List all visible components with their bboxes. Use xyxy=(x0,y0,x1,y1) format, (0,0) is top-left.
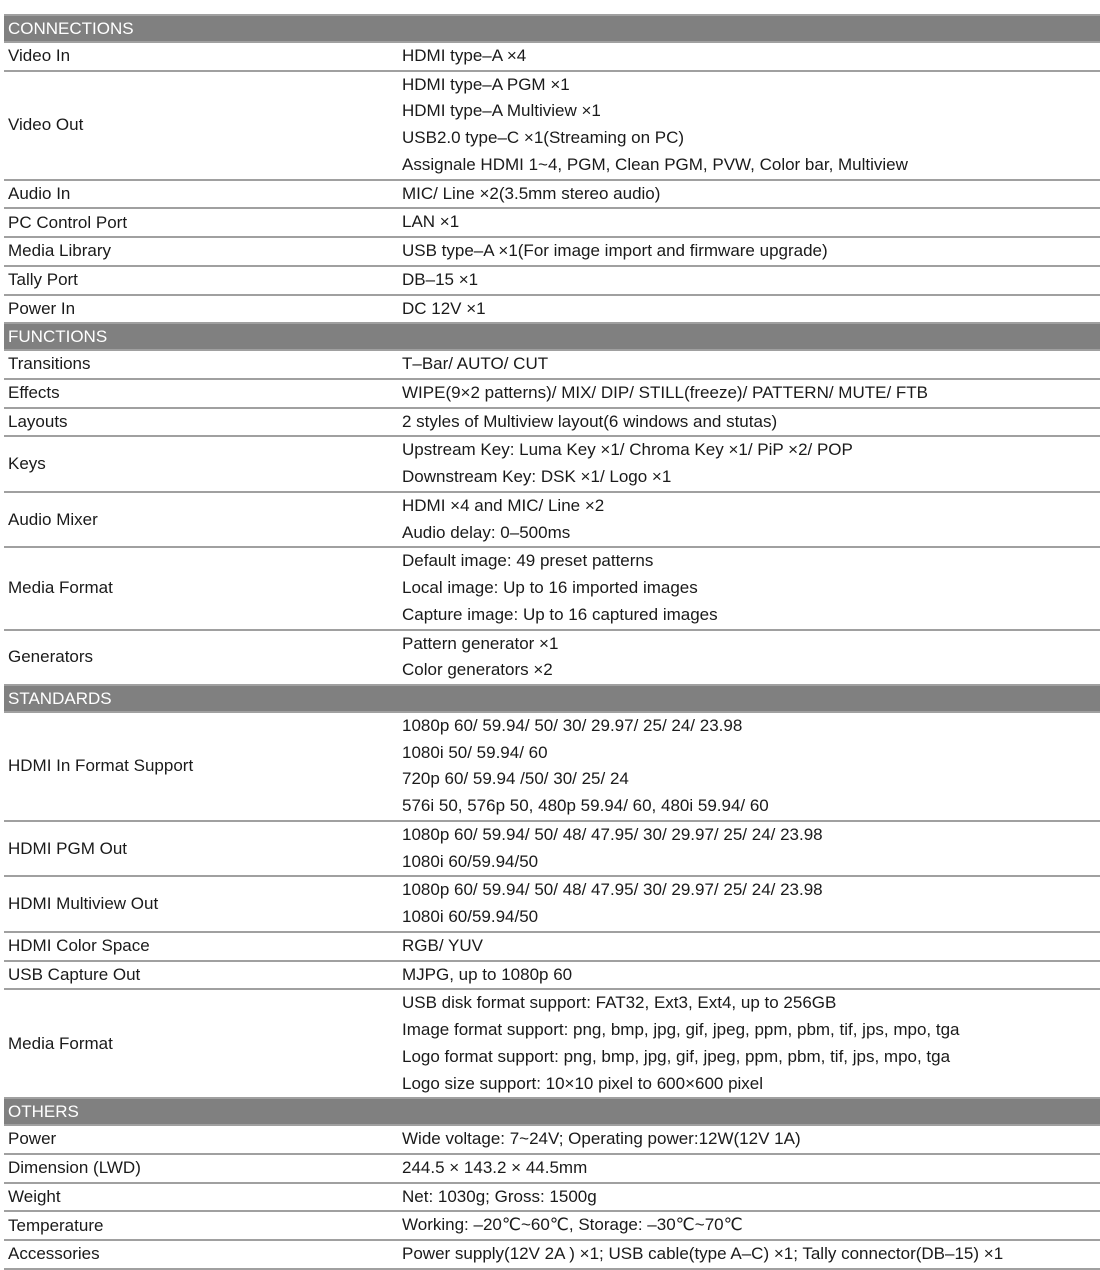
row-label: Video In xyxy=(8,46,71,66)
table-row xyxy=(4,181,1100,210)
table-row xyxy=(4,1241,1100,1270)
row-values xyxy=(402,1241,1100,1268)
row-label: Layouts xyxy=(8,411,68,431)
table-row xyxy=(4,437,1100,493)
row-value: 1080i 50/ 59.94/ 60 xyxy=(402,742,548,762)
row-value: Working: –20℃~60℃, Storage: –30℃~70℃ xyxy=(402,1215,743,1235)
section-header: FUNCTIONS xyxy=(4,324,1100,351)
row-value: 1080p 60/ 59.94/ 50/ 30/ 29.97/ 25/ 24/ 23.98 xyxy=(402,715,743,735)
row-value: 720p 60/ 59.94 /50/ 30/ 25/ 24 xyxy=(402,769,629,789)
section-header: CONNECTIONS xyxy=(4,16,1100,43)
row-value: Image format support: png, bmp, jpg, gif, jpeg, ppm, pbm, tif, jps, mpo, tga xyxy=(402,1020,960,1039)
row-value: LAN ×1 xyxy=(402,212,460,232)
table-row xyxy=(4,990,1100,1099)
table-row xyxy=(4,380,1100,409)
table-row xyxy=(4,351,1100,380)
row-values xyxy=(402,933,1100,960)
row-value: Wide voltage: 7~24V; Operating power:12W(12V 1A) xyxy=(402,1129,801,1148)
row-values xyxy=(402,181,1100,208)
row-value: T–Bar/ AUTO/ CUT xyxy=(402,354,549,373)
row-label: Effects xyxy=(8,383,60,403)
row-label: Media Format xyxy=(8,1033,113,1053)
table-row xyxy=(4,822,1100,878)
row-value: 2 styles of Multiview layout(6 windows and stutas) xyxy=(402,411,778,431)
row-label: Keys xyxy=(8,454,46,473)
table-row xyxy=(4,409,1100,438)
row-value: HDMI type–A PGM ×1 xyxy=(402,74,570,94)
row-values xyxy=(402,1184,1100,1211)
row-value: USB type–A ×1(For image import and firmware upgrade) xyxy=(402,241,828,260)
row-label: Audio In xyxy=(8,183,71,203)
row-label: Dimension (LWD) xyxy=(8,1158,141,1178)
row-label: Media Library xyxy=(8,241,111,261)
row-label: PC Control Port xyxy=(8,212,128,232)
row-value: Upstream Key: Luma Key ×1/ Chroma Key ×1/ PiP ×2/ POP xyxy=(402,440,853,460)
table-row xyxy=(4,713,1100,822)
row-value: Assignale HDMI 1~4, PGM, Clean PGM, PVW, Color bar, Multiview xyxy=(402,154,908,174)
row-values xyxy=(402,877,1100,931)
row-values xyxy=(402,548,1100,628)
table-row xyxy=(4,1184,1100,1213)
row-values xyxy=(402,822,1100,876)
row-label: USB Capture Out xyxy=(8,964,141,984)
row-values xyxy=(402,72,1100,179)
row-values xyxy=(402,380,1100,407)
section-header: STANDARDS xyxy=(4,686,1100,713)
row-label: Audio Mixer xyxy=(8,509,98,529)
table-row xyxy=(4,877,1100,933)
row-value: USB2.0 type–C ×1(Streaming on PC) xyxy=(402,128,685,147)
spec-table xyxy=(4,14,1100,1270)
row-value: RGB/ YUV xyxy=(402,935,483,955)
row-values xyxy=(402,267,1100,294)
table-row xyxy=(4,267,1100,296)
row-value: HDMI ×4 and MIC/ Line ×2 xyxy=(402,495,605,515)
row-value: Capture image: Up to 16 captured images xyxy=(402,604,718,624)
row-label: Video Out xyxy=(8,115,84,134)
table-row xyxy=(4,1155,1100,1184)
table-row xyxy=(4,238,1100,267)
row-label: HDMI Multiview Out xyxy=(8,894,159,913)
row-values xyxy=(402,209,1100,236)
row-label: Power In xyxy=(8,298,76,318)
row-values xyxy=(402,631,1100,685)
section-header: OTHERS xyxy=(4,1099,1100,1126)
row-label: Media Format xyxy=(8,578,113,598)
row-values xyxy=(402,962,1100,989)
row-value: Default image: 49 preset patterns xyxy=(402,551,654,571)
row-label: HDMI PGM Out xyxy=(8,838,128,858)
table-row xyxy=(4,548,1100,630)
table-row xyxy=(4,493,1100,549)
row-value: MJPG, up to 1080p 60 xyxy=(402,964,573,984)
row-values xyxy=(402,990,1100,1097)
row-label: Transitions xyxy=(8,354,91,374)
row-values xyxy=(402,43,1100,70)
table-row xyxy=(4,296,1100,325)
row-value: WIPE(9×2 patterns)/ MIX/ DIP/ STILL(freeze)/ PATTERN/ MUTE/ FTB xyxy=(402,382,929,402)
row-label: Temperature xyxy=(8,1215,104,1235)
row-values xyxy=(402,409,1100,436)
row-label: HDMI Color Space xyxy=(8,936,150,956)
row-value: Pattern generator ×1 xyxy=(402,633,559,653)
row-value: Net: 1030g; Gross: 1500g xyxy=(402,1186,597,1206)
row-value: Downstream Key: DSK ×1/ Logo ×1 xyxy=(402,467,672,486)
row-value: DC 12V ×1 xyxy=(402,298,486,318)
row-label: Tally Port xyxy=(8,270,78,290)
row-value: Local image: Up to 16 imported images xyxy=(402,578,698,597)
table-row xyxy=(4,1212,1100,1241)
row-values xyxy=(402,713,1100,820)
row-value: DB–15 ×1 xyxy=(402,269,479,289)
table-row xyxy=(4,1126,1100,1155)
row-value: MIC/ Line ×2(3.5mm stereo audio) xyxy=(402,183,661,203)
row-values xyxy=(402,1155,1100,1182)
row-values xyxy=(402,296,1100,323)
row-values xyxy=(402,437,1100,491)
row-value: USB disk format support: FAT32, Ext3, Ext4, up to 256GB xyxy=(402,993,837,1013)
row-values xyxy=(402,238,1100,265)
table-row xyxy=(4,209,1100,238)
row-value: Color generators ×2 xyxy=(402,660,553,680)
row-value: 1080p 60/ 59.94/ 50/ 48/ 47.95/ 30/ 29.97/ 25/ 24/ 23.98 xyxy=(402,880,823,900)
row-values xyxy=(402,493,1100,547)
row-values xyxy=(402,1126,1100,1153)
row-value: Logo format support: png, bmp, jpg, gif, jpeg, ppm, pbm, tif, jps, mpo, tga xyxy=(402,1046,951,1066)
row-value: 576i 50, 576p 50, 480p 59.94/ 60, 480i 59.94/ 60 xyxy=(402,796,769,815)
row-value: 1080i 60/59.94/50 xyxy=(402,851,539,871)
row-value: 1080p 60/ 59.94/ 50/ 48/ 47.95/ 30/ 29.97/ 25/ 24/ 23.98 xyxy=(402,824,823,844)
row-values xyxy=(402,351,1100,378)
row-value: 1080i 60/59.94/50 xyxy=(402,907,539,926)
row-value: Logo size support: 10×10 pixel to 600×600 pixel xyxy=(402,1073,764,1093)
table-row xyxy=(4,72,1100,181)
row-value: 244.5 × 143.2 × 44.5mm xyxy=(402,1157,588,1177)
row-label: Weight xyxy=(8,1186,61,1206)
row-label: Accessories xyxy=(8,1244,100,1264)
row-value: HDMI type–A ×4 xyxy=(402,45,527,65)
table-row xyxy=(4,933,1100,962)
table-row xyxy=(4,43,1100,72)
row-label: Power xyxy=(8,1129,57,1149)
row-value: HDMI type–A Multiview ×1 xyxy=(402,101,601,121)
row-label: Generators xyxy=(8,647,94,667)
row-label: HDMI In Format Support xyxy=(8,756,194,776)
row-value: Power supply(12V 2A ) ×1; USB cable(type A–C) ×1; Tally connector(DB–15) ×1 xyxy=(402,1244,1004,1263)
row-value: Audio delay: 0–500ms xyxy=(402,522,571,542)
table-row xyxy=(4,962,1100,991)
table-row xyxy=(4,631,1100,687)
